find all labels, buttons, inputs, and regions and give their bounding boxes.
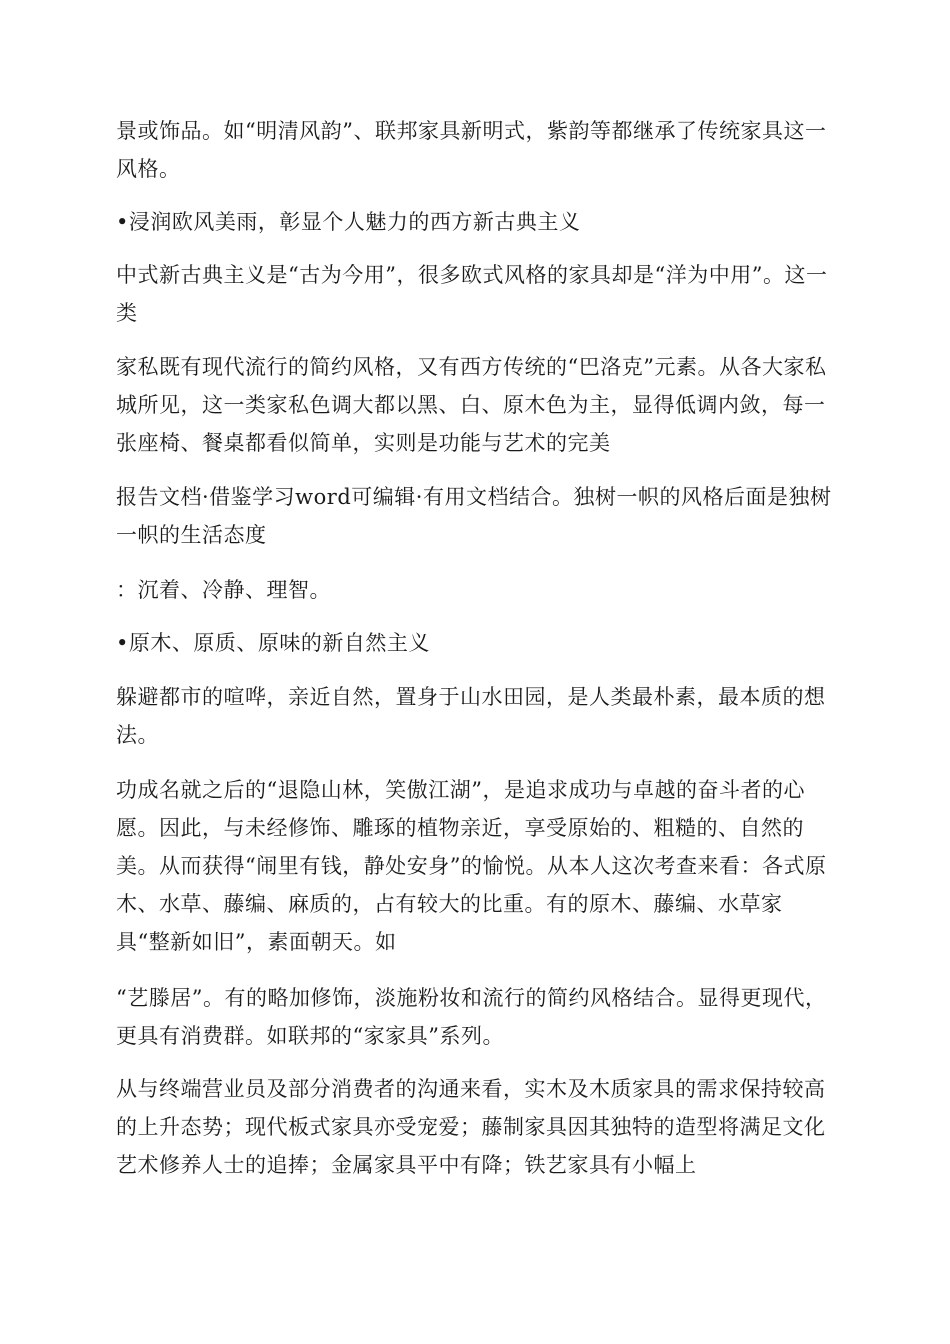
paragraph-5: ：沉着、冷静、理智。 [116,578,331,602]
heading-western-neoclassicism: •浸润欧风美雨，彰显个人魅力的西方新古典主义 [116,210,581,234]
paragraph-9: 从与终端营业员及部分消费者的沟通来看，实木及木质家具的需求保持较高的上升态势；现代板式家具亦受宠爱；藤制家具因其独特的造型将满足文化艺术修养人士的追捧；金属家具平中有降；铁艺家具有小幅上 [116,1077,826,1177]
paragraph-1: 景或饰品。如“明清风韵”、联邦家具新明式，紫韵等都继承了传统家具这一风格。 [116,119,827,181]
heading-new-naturalism: •原木、原质、原味的新自然主义 [116,631,430,655]
paragraph-6: 躲避都市的喧哗，亲近自然，置身于山水田园，是人类最朴素，最本质的想法。 [116,685,826,747]
paragraph-8: “艺滕居”。有的略加修饰，淡施粉妆和流行的简约风格结合。显得更现代，更具有消费群。如联邦的“家家具”系列。 [116,986,827,1048]
paragraph-4: 报告文档·借鉴学习word可编辑·有用文档结合。独树一帜的风格后面是独树一帜的生活态度 [116,485,832,547]
paragraph-3: 家私既有现代流行的简约风格，又有西方传统的“巴洛克”元素。从各大家私城所见，这一类家私色调大都以黑、白、原木色为主，显得低调内敛，每一张座椅、餐桌都看似简单，实则是功能与艺术的完美 [116,355,827,455]
paragraph-2: 中式新古典主义是“古为今用”，很多欧式风格的家具却是“洋为中用”。这一类 [116,263,828,325]
paragraph-7: 功成名就之后的“退隐山林，笑傲江湖”，是追求成功与卓越的奋斗者的心愿。因此，与未经修饰、雕琢的植物亲近，享受原始的、粗糙的、自然的美。从而获得“闹里有钱，静处安身”的愉悦。从本人这次考查来看：各式原木、水草、藤编、麻质的，占有较大的比重。有的原木、藤编、水草家具“整新如旧”，素面朝天。如 [116,778,827,954]
